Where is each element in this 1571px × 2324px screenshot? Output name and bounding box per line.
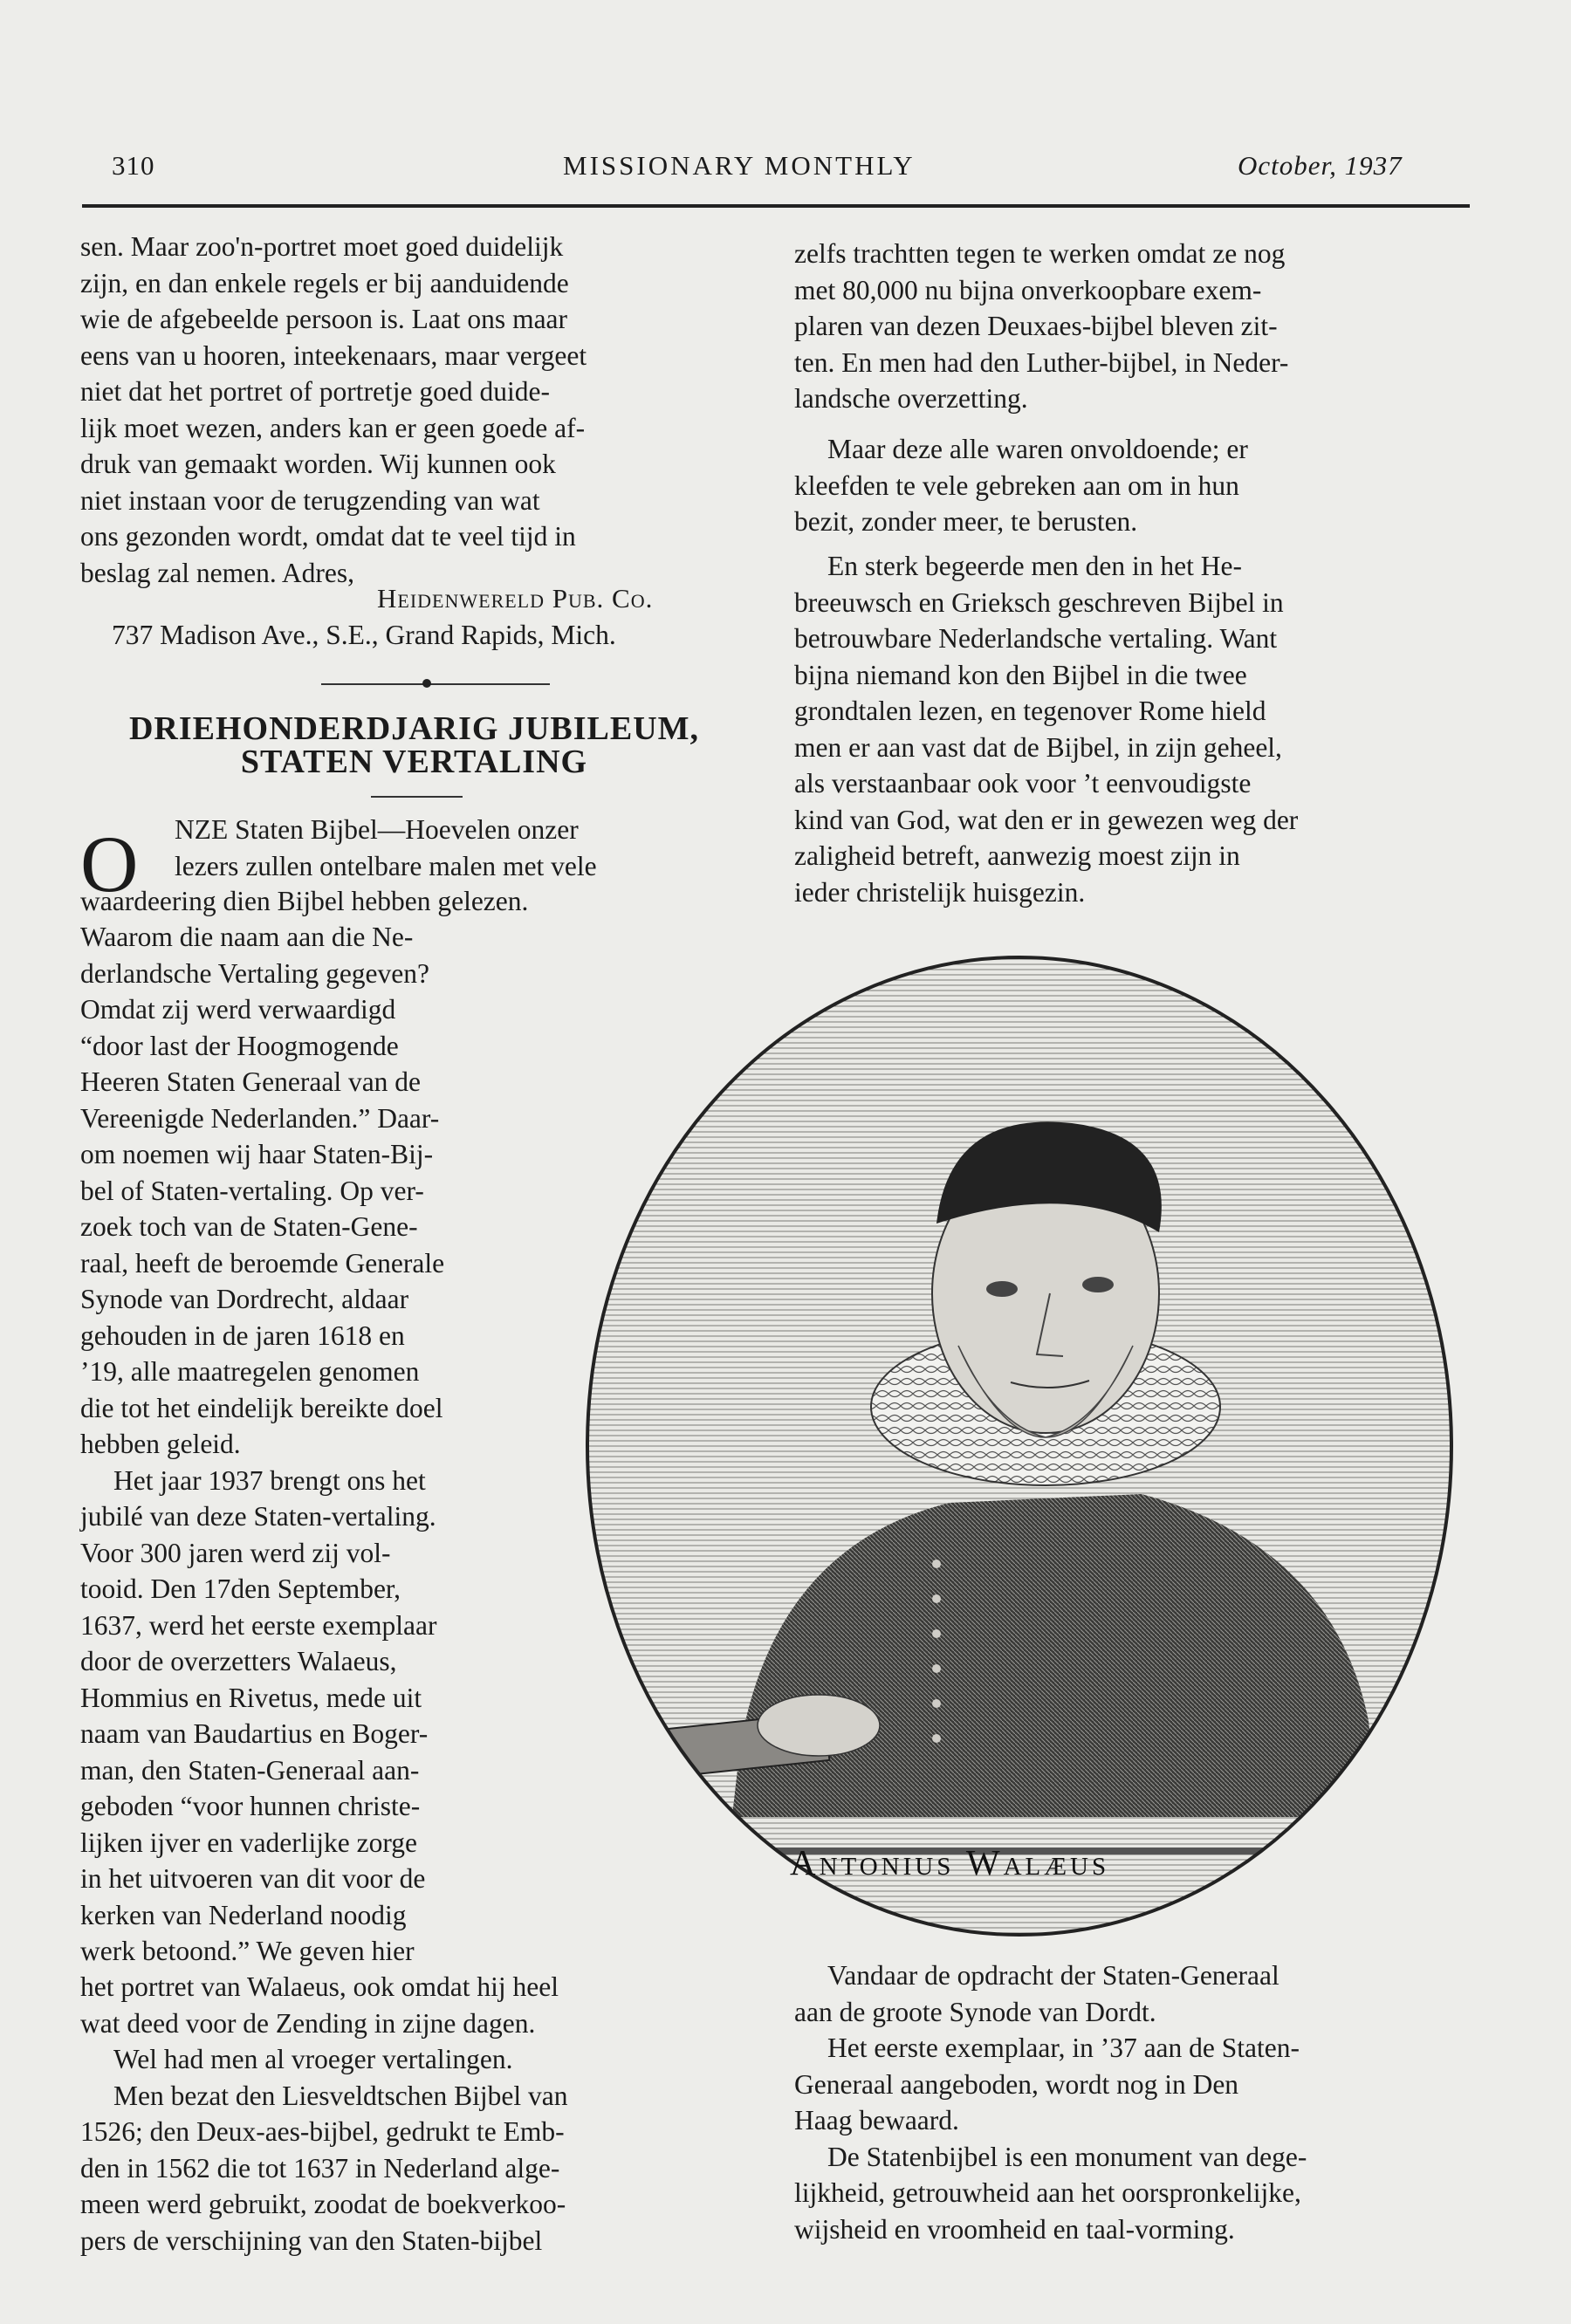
text-line: wijsheid en vroomheid en taal-vorming. <box>794 2213 1235 2245</box>
text-line: grondtalen lezen, en tegenover Rome hield <box>794 696 1266 726</box>
text-line: 1637, werd het eerste exemplaar <box>80 1609 437 1641</box>
text-line: breeuwsch en Grieksch geschreven Bijbel in <box>794 586 1284 618</box>
text-line: gehouden in de jaren 1618 en <box>80 1320 405 1351</box>
text-line: 1526; den Deux-aes-bijbel, gedrukt te Emb- <box>80 2116 565 2147</box>
right-column-paragraph-1 <box>794 236 1465 417</box>
text-line: eens van u hooren, inteekenaars, maar vergeet <box>80 339 587 371</box>
text-line: ’19, alle maatregelen genomen <box>80 1356 420 1387</box>
text-line: den in 1562 die tot 1637 in Nederland alge- <box>80 2152 560 2183</box>
text-line: Heeren Staten Generaal van de <box>80 1066 422 1097</box>
text-line: Vandaar de opdracht der Staten-Generaal <box>827 1960 1279 1991</box>
text-line: plaren van dezen Deuxaes-bijbel bleven zit- <box>794 311 1278 341</box>
right-column-paragraph-2 <box>794 431 1465 540</box>
text-line: hebben geleid. <box>80 1429 241 1459</box>
text-line: die tot het eindelijk bereikte doel <box>80 1392 443 1423</box>
text-line: druk van gemaakt worden. Wij kunnen ook <box>80 449 556 479</box>
text-line: zoek toch van de Staten-Gene- <box>80 1211 418 1242</box>
text-line: kleefden te vele gebreken aan om in hun <box>794 470 1239 501</box>
text-line: Wel had men al vroeger vertalingen. <box>113 2044 513 2074</box>
text-line: raal, heeft de beroemde Generale <box>80 1247 445 1279</box>
notice-paragraph <box>80 229 748 591</box>
text-line: Maar deze alle waren onvoldoende; er <box>827 434 1248 464</box>
article-continuation <box>80 1969 748 2259</box>
text-line: lijk moet wezen, anders kan er geen goede af- <box>80 412 586 443</box>
text-line: naam van Baudartius en Boger- <box>80 1718 429 1749</box>
text-line: Vereenigde Nederlanden.” Daar- <box>80 1102 440 1134</box>
article-subheadline: STATEN VERTALING <box>240 744 588 780</box>
text-line: met 80,000 nu bijna onverkoopbare exem- <box>794 274 1262 305</box>
text-line: pers de verschijning van den Staten-bijbel <box>80 2225 543 2256</box>
text-line: kind van God, wat den er in gewezen weg der <box>794 804 1299 835</box>
text-line: tooid. Den 17den September, <box>80 1573 401 1604</box>
text-line: Men bezat den Liesveldtschen Bijbel van <box>113 2080 568 2111</box>
text-line: niet dat het portret of portretje goed duide- <box>80 376 550 407</box>
magazine-title: MISSIONARY MONTHLY <box>563 150 916 181</box>
text-line: waardeering dien Bijbel hebben gelezen. <box>80 886 529 916</box>
text-line: bijna niemand kon den Bijbel in die twee <box>794 659 1247 690</box>
text-line: men er aan vast dat de Bijbel, in zijn geheel, <box>794 731 1282 763</box>
text-line: in het uitvoeren van dit voor de <box>80 1863 426 1894</box>
text-line: Waarom die naam aan die Ne- <box>80 922 414 952</box>
drop-cap: O <box>80 819 139 908</box>
portrait-caption: Antonius Walæus <box>790 1842 1110 1882</box>
text-line: wat deed voor de Zending in zijne dagen. <box>80 2007 536 2039</box>
text-line: door de overzetters Walaeus, <box>80 1646 397 1676</box>
text-line: Generaal aangeboden, wordt nog in Den <box>794 2068 1239 2100</box>
text-line: lijkheid, getrouwheid aan het oorspronkelijke, <box>794 2177 1301 2208</box>
text-line: zijn, en dan enkele regels er bij aanduidende <box>80 267 569 298</box>
text-line: man, den Staten-Generaal aan- <box>80 1754 420 1786</box>
text-line: ten. En men had den Luther-bijbel, in Neder- <box>794 346 1289 378</box>
text-line: aan de groote Synode van Dordt. <box>794 1996 1156 2027</box>
section-divider <box>321 683 550 685</box>
text-line: Haag bewaard. <box>794 2105 959 2135</box>
text-line: ieder christelijk huisgezin. <box>794 876 1086 908</box>
text-line: De Statenbijbel is een monument van dege- <box>827 2141 1307 2172</box>
header-rule <box>82 204 1470 208</box>
text-line: wie de afgebeelde persoon is. Laat ons maar <box>80 304 568 334</box>
text-line: meen werd gebruikt, zoodat de boekverkoo- <box>80 2189 566 2219</box>
text-line: om noemen wij haar Staten-Bij- <box>80 1139 434 1169</box>
right-column-paragraph-3 <box>794 548 1465 910</box>
text-line: Synode van Dordrecht, aldaar <box>80 1284 409 1314</box>
article-narrow-column <box>80 919 538 1970</box>
text-line: werk betoond.” We geven hier <box>80 1936 415 1966</box>
text-line: lezers zullen ontelbare malen met vele <box>175 850 597 881</box>
text-line: sen. Maar zoo'n-portret moet goed duidelijk <box>80 231 564 262</box>
issue-date: October, 1937 <box>1238 150 1403 181</box>
article-line-full <box>80 883 748 920</box>
text-line: beslag zal nemen. Adres, <box>80 557 355 588</box>
publisher-name: Heidenwereld Pub. Co. <box>377 583 654 614</box>
text-line: kerken van Nederland noodig <box>80 1899 407 1930</box>
text-line: Voor 300 jaren werd zij vol- <box>80 1537 391 1568</box>
text-line: NZE Staten Bijbel—Hoevelen onzer <box>175 814 579 845</box>
text-line: het portret van Walaeus, ook omdat hij heel <box>80 1971 559 2002</box>
publisher-address: 737 Madison Ave., S.E., Grand Rapids, Mich. <box>112 620 616 650</box>
text-line: Het jaar 1937 brengt ons het <box>113 1464 426 1496</box>
text-line: jubilé van deze Staten-vertaling. <box>80 1501 436 1532</box>
text-line: lijken ijver en vaderlijke zorge <box>80 1827 418 1858</box>
page-number: 310 <box>112 150 155 181</box>
right-column-closing <box>794 1957 1465 2247</box>
text-line: geboden “voor hunnen christe- <box>80 1791 421 1821</box>
text-line: betrouwbare Nederlandsche vertaling. Want <box>794 623 1278 654</box>
text-line: Het eerste exemplaar, in ’37 aan de Staten- <box>827 2033 1300 2063</box>
text-line: zaligheid betreft, aanwezig moest zijn in <box>794 840 1240 871</box>
text-line: “door last der Hoogmogende <box>80 1030 399 1061</box>
text-line: ons gezonden wordt, omdat dat te veel tijd in <box>80 521 576 552</box>
text-line: Omdat zij werd verwaardigd <box>80 994 396 1025</box>
text-line: En sterk begeerde men den in het He- <box>827 551 1242 581</box>
article-headline: DRIEHONDERDJARIG JUBILEUM, <box>128 710 700 747</box>
text-line: Hommius en Rivetus, mede uit <box>80 1682 422 1713</box>
text-line: als verstaanbaar ook voor ’t eenvoudigste <box>794 768 1252 799</box>
divider-dot <box>422 679 431 688</box>
headline-rule <box>371 796 463 798</box>
text-line: landsche overzetting. <box>794 383 1028 414</box>
portrait-engraving <box>583 936 1456 1974</box>
text-line: zelfs trachtten tegen te werken omdat ze nog <box>794 238 1286 269</box>
text-line: derlandsche Vertaling gegeven? <box>80 957 429 989</box>
article-opening-lines <box>175 812 748 884</box>
text-line: bel of Staten-vertaling. Op ver- <box>80 1175 424 1206</box>
text-line: bezit, zonder meer, te berusten. <box>794 506 1138 537</box>
text-line: niet instaan voor de terugzending van wat <box>80 484 540 516</box>
